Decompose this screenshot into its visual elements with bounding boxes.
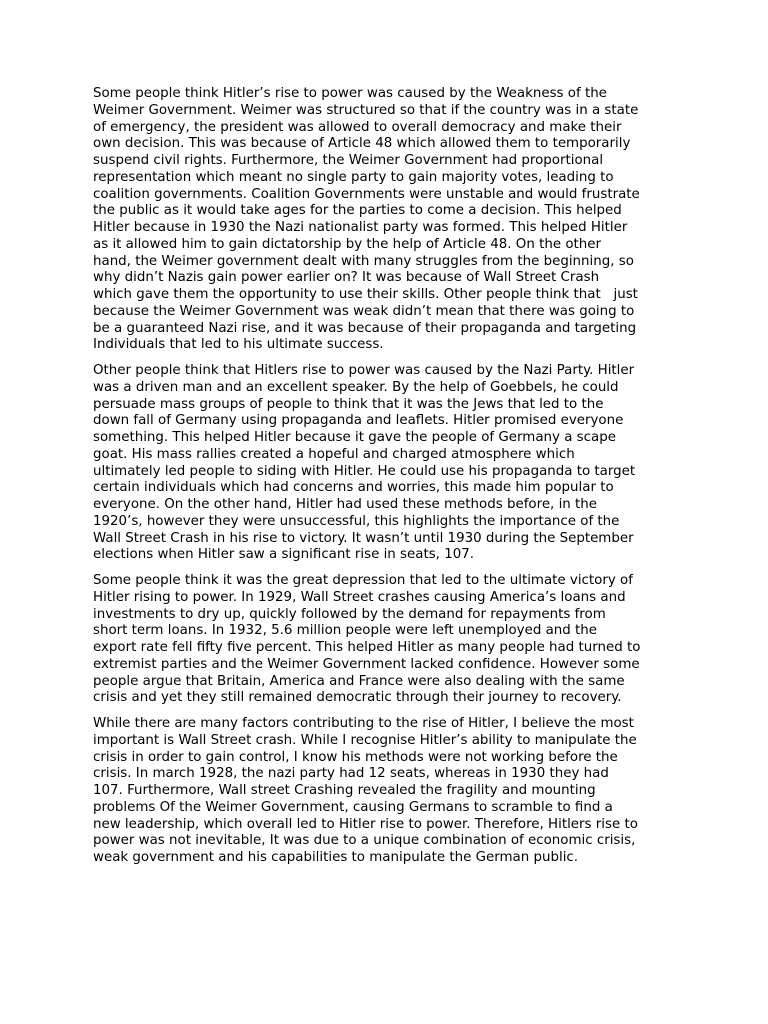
paragraph-conclusion — [93, 716, 683, 867]
text-line: Hitler rising to power. In 1929, Wall Street crashes causing America’s loans and — [93, 589, 626, 605]
text-line: suspend civil rights. Furthermore, the Weimer Government had proportional — [93, 153, 604, 168]
text-line: as it allowed him to gain dictatorship by the help of Article 48. On the other — [93, 236, 601, 252]
text-line: because the Weimer Government was weak didn’t mean that there was going to — [93, 303, 635, 319]
text-line: investments to dry up, quickly followed by the demand for repayments from — [93, 606, 606, 622]
text-line: persuade mass groups of people to think that it was the Jews that led to the — [93, 396, 604, 412]
text-line: short term loans. In 1932, 5.6 million people were left unemployed and the — [93, 623, 598, 639]
text-line: Weimer Government. Weimer was structured so that if the country was in a state — [93, 102, 639, 118]
text-line: was a driven man and an excellent speaker. By the help of Goebbels, he could — [93, 379, 619, 395]
text-line: export rate fell fifty five percent. This helped Hitler as many people had turned to — [93, 640, 641, 655]
document-body — [93, 86, 683, 876]
text-line: 107. Furthermore, Wall street Crashing revealed the fragility and mounting — [93, 783, 596, 798]
text-line: representation which meant no single party to gain majority votes, leading to — [93, 169, 614, 185]
text-line: weak government and his capabilities to manipulate the German public. — [93, 850, 579, 865]
text-line: something. This helped Hitler because it gave the people of Germany a scape — [93, 430, 616, 445]
text-line: Some people think it was the great depression that led to the ultimate victory of — [93, 573, 633, 588]
text-line: Wall Street Crash in his rise to victory. It wasn’t until 1930 during the September — [93, 530, 634, 546]
text-line: which gave them the opportunity to use their skills. Other people think that just — [93, 287, 638, 302]
text-line: Hitler because in 1930 the Nazi nationalist party was formed. This helped Hitler — [93, 220, 628, 235]
text-line: Some people think Hitler’s rise to power was caused by the Weakness of the — [93, 86, 607, 101]
text-line: hand, the Weimer government dealt with many struggles from the beginning, so — [93, 253, 634, 269]
text-line: While there are many factors contributing to the rise of Hitler, I believe the most — [93, 716, 634, 731]
text-line: people argue that Britain, America and France were also dealing with the same — [93, 673, 625, 689]
text-line: problems Of the Weimer Government, causing Germans to scramble to find a — [93, 799, 613, 815]
text-line: coalition governments. Coalition Governments were unstable and would frustrate — [93, 186, 640, 202]
text-line: new leadership, which overall led to Hitler rise to power. Therefore, Hitlers rise to — [93, 816, 638, 832]
text-line: certain individuals which had concerns and worries, this made him popular to — [93, 480, 614, 496]
text-line: ultimately led people to siding with Hitler. He could use his propaganda to target — [93, 463, 636, 479]
text-line: important is Wall Street crash. While I recognise Hitler’s ability to manipulate the — [93, 732, 637, 748]
text-line: own decision. This was because of Article 48 which allowed them to temporarily — [93, 136, 631, 152]
text-line: of emergency, the president was allowed to overall democracy and make their — [93, 119, 622, 135]
text-line: 1920’s, however they were unsuccessful, this highlights the importance of the — [93, 513, 620, 529]
paragraph-weimer-weakness — [93, 86, 683, 354]
text-line: crisis and yet they still remained democratic through their journey to recovery. — [93, 690, 622, 706]
text-line: elections when Hitler saw a significant rise in seats, 107. — [93, 547, 475, 563]
paragraph-nazi-party — [93, 363, 683, 564]
text-line: crisis in order to gain control, I know his methods were not working before the — [93, 749, 618, 765]
text-line: crisis. In march 1928, the nazi party had 12 seats, whereas in 1930 they had — [93, 766, 609, 782]
text-line: Individuals that led to his ultimate success. — [93, 337, 384, 353]
text-line: extremist parties and the Weimer Government lacked confidence. However some — [93, 656, 640, 672]
text-line: be a guaranteed Nazi rise, and it was because of their propaganda and targeting — [93, 320, 637, 336]
paragraph-great-depression — [93, 573, 683, 707]
text-line: power was not inevitable, It was due to a unique combination of economic crisis, — [93, 833, 636, 849]
text-line: everyone. On the other hand, Hitler had used these methods before, in the — [93, 497, 598, 512]
text-line: why didn’t Nazis gain power earlier on? It was because of Wall Street Crash — [93, 270, 600, 286]
text-line: down fall of Germany using propaganda and leaflets. Hitler promised everyone — [93, 413, 624, 429]
text-line: the public as it would take ages for the parties to come a decision. This helped — [93, 203, 622, 219]
text-line: Other people think that Hitlers rise to power was caused by the Nazi Party. Hitler — [93, 363, 635, 378]
text-line: goat. His mass rallies created a hopeful and charged atmosphere which — [93, 446, 575, 462]
